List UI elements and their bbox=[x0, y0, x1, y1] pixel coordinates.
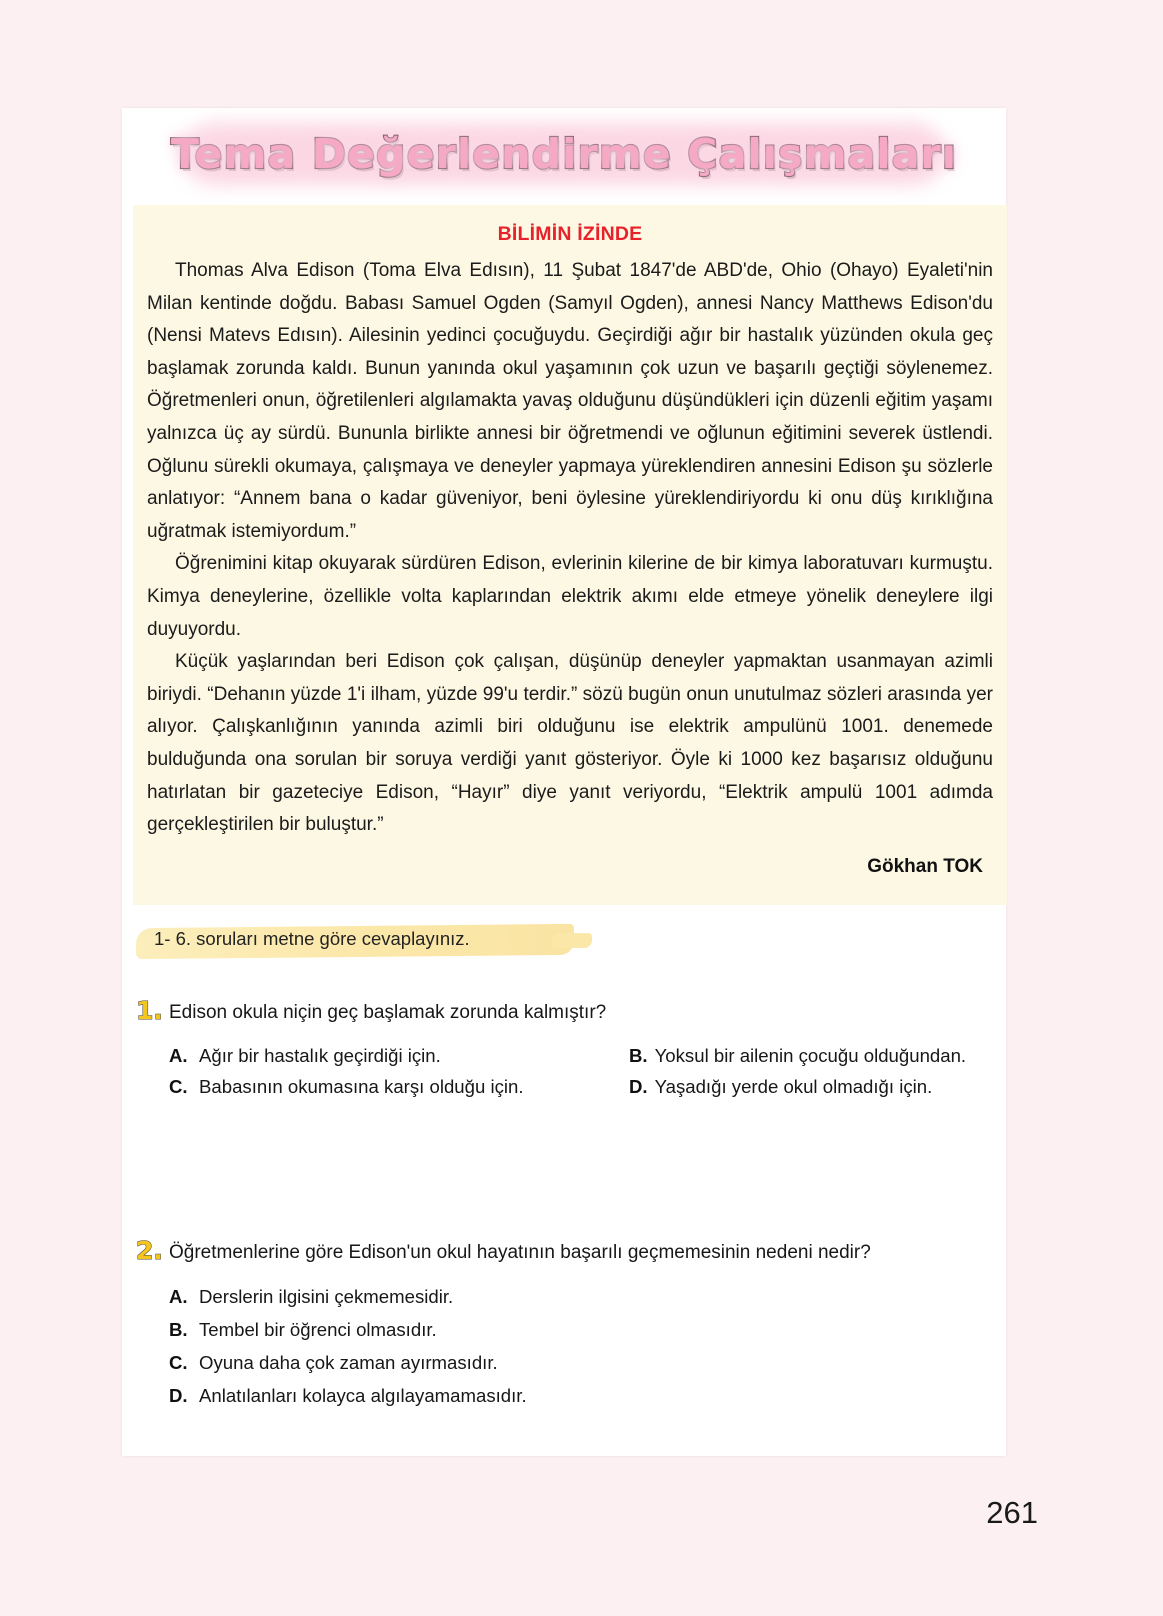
directive-text: 1- 6. soruları metne göre cevaplayınız. bbox=[154, 928, 470, 949]
question-1-text: Edison okula niçin geç başlamak zorunda kalmıştır? bbox=[169, 1002, 607, 1023]
option-text: Ağır bir hastalık geçirdiği için. bbox=[199, 1045, 441, 1066]
passage-author: Gökhan TOK bbox=[867, 855, 983, 877]
question-2-header bbox=[133, 1238, 1013, 1266]
option-2b[interactable] bbox=[169, 1317, 1013, 1343]
option-letter: D. bbox=[169, 1385, 188, 1406]
page-number: 261 bbox=[986, 1495, 1038, 1530]
passage-heading: BİLİMİN İZİNDE bbox=[497, 223, 643, 245]
page-banner bbox=[122, 112, 1006, 196]
option-text: Tembel bir öğrenci olmasıdır. bbox=[199, 1319, 437, 1340]
passage-paragraph: Küçük yaşlarından beri Edison çok çalışan, düşünüp deneyler yapmaktan usanmayan azimli biriydi. “Dehanın yüzde 1'i ilham, yüzde 99'u terdir.” sözü bugün onun unutulmaz sözleri arasında yer alıyor. Çalışkanlığının yanında azimli biri olduğunu ise elektrik ampulünü 1001. denemede bulduğunda ona sorulan bir soruya verdiği yanıt gösteriyor. Öyle ki 1000 kez başarısız olduğunu hatırlatan bir gazeteciye Edison, “Hayır” diye yanıt veriyordu, “Elektrik ampulü 1001 adımda gerçekleştirilen bir buluştur.” bbox=[147, 651, 993, 836]
option-text: Oyuna daha çok zaman ayırmasıdır. bbox=[199, 1352, 498, 1373]
option-text: Yaşadığı yerde okul olmadığı için. bbox=[654, 1076, 933, 1097]
passage-paragraph: Thomas Alva Edison (Toma Elva Edısın), 11 Şubat 1847'de ABD'de, Ohio (Ohayo) Eyaleti'nin Milan kentinde doğdu. Babası Samuel Ogden (Samyıl Ogden), annesi Nancy Matthews Edison'du (Nensi Matevs Edısın). Ailesinin yedinci çocuğuydu. Geçirdiği ağır bir hastalık yüzünden okula geç başlamak zorunda kaldı. Bunun yanında okul yaşamının çok uzun ve başarılı geçtiği söylenemez. Öğretmenleri onun, öğretilenleri algılamakta yavaş olduğunu düşündükleri için düzenli eğitim yaşamı yalnızca üç ay sürdü. Bununla birlikte annesi bir öğretmendi ve oğlunun eğitimini severek üstlendi. Oğlunu sürekli okumaya, çalışmaya ve deneyler yapmaya yüreklendiren annesini Edison şu sözlerle anlatıyor: “Annem bana o kadar güveniyor, beni öylesine yüreklendiriyordu ki onu düş kırıklığına uğratmak istemiyordum.” bbox=[147, 260, 993, 542]
option-2d[interactable] bbox=[169, 1383, 1013, 1409]
question-2 bbox=[133, 1238, 1013, 1416]
option-letter: C. bbox=[169, 1076, 188, 1097]
option-letter: C. bbox=[169, 1352, 188, 1373]
page-title: Tema Değerlendirme Çalışmaları bbox=[170, 130, 958, 178]
question-2-options bbox=[133, 1284, 1013, 1409]
option-text: Babasının okumasına karşı olduğu için. bbox=[199, 1076, 524, 1097]
option-letter: B. bbox=[169, 1319, 188, 1340]
directive-banner bbox=[136, 920, 606, 964]
option-2c[interactable] bbox=[169, 1350, 1013, 1376]
passage-paragraph: Öğrenimini kitap okuyarak sürdüren Edison, evlerinin kilerine de bir kimya laboratuvarı kurmuştu. Kimya deneylerine, özellikle volta kaplarından elektrik akımı elde etmeye yönelik deneylere ilgi duyuyordu. bbox=[147, 553, 993, 640]
question-1-header bbox=[133, 998, 1013, 1026]
reading-passage bbox=[133, 205, 1007, 905]
option-2a[interactable] bbox=[169, 1284, 1013, 1310]
question-1 bbox=[133, 998, 1013, 1100]
option-text: Derslerin ilgisini çekmemesidir. bbox=[199, 1286, 454, 1307]
option-letter: D. bbox=[629, 1076, 648, 1097]
option-text: Anlatılanları kolayca algılayamamasıdır. bbox=[199, 1385, 527, 1406]
option-1c[interactable] bbox=[169, 1074, 629, 1100]
option-1a[interactable] bbox=[169, 1043, 629, 1069]
option-letter: A. bbox=[169, 1045, 188, 1066]
option-1b[interactable] bbox=[629, 1043, 1013, 1069]
question-2-text: Öğretmenlerine göre Edison'un okul hayatının başarılı geçmemesinin nedeni nedir? bbox=[169, 1242, 871, 1263]
option-letter: A. bbox=[169, 1286, 188, 1307]
question-1-number: 1. bbox=[136, 996, 163, 1025]
option-1d[interactable] bbox=[629, 1074, 1013, 1100]
option-text: Yoksul bir ailenin çocuğu olduğundan. bbox=[654, 1045, 967, 1066]
question-2-number: 2. bbox=[136, 1236, 163, 1265]
option-letter: B. bbox=[629, 1045, 648, 1066]
question-1-options bbox=[133, 1043, 1013, 1100]
